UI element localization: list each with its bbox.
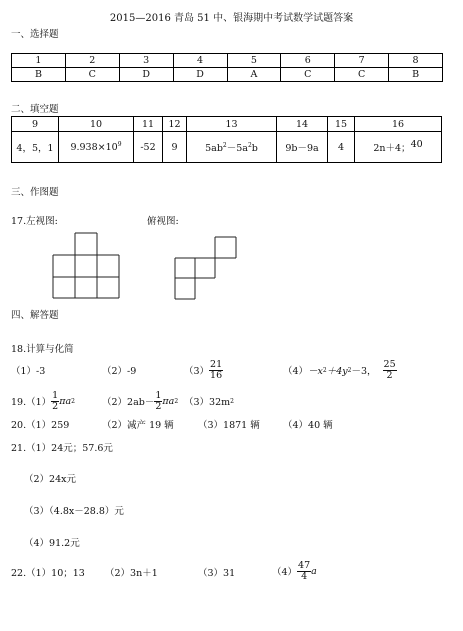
table-row [12,54,443,68]
exponent: 2 [71,397,75,405]
numerator: 1 [155,389,162,401]
answer-text: 2n＋4； [373,143,411,154]
denominator: 2 [155,400,162,412]
answer-text: πa [59,395,72,407]
exponent: 2 [247,141,252,149]
answer-text: －3， [351,366,377,377]
table-cell: 3 [119,54,173,68]
answer-text: 19.（1） [11,397,52,408]
q18-heading: 18.计算与化简 [11,344,74,355]
table-cell: 9 [163,132,187,163]
table-cell: 7 [335,54,389,68]
table-row [12,132,442,163]
q18-answer-4 [283,355,397,385]
table-cell: B [12,68,66,82]
q21-answer-1: 21.（1）24元；57.6元 [11,443,113,454]
q21-answer-2: （2）24x元 [24,474,76,485]
table-cell: 6 [281,54,335,68]
section-heading-drawing: 三、作图题 [11,187,59,198]
left-view-figure [52,232,122,300]
denominator: 16 [210,369,223,381]
fill-answer-table [11,116,442,163]
q22-answer-1: 22.（1）10；13 [11,568,85,579]
top-view-figure [174,236,238,302]
numerator: 1 [52,389,59,401]
section-heading-fill: 二、填空题 [11,104,59,115]
q22-answer-3: （3）31 [198,568,236,579]
denominator: 4 [301,570,308,582]
q20-answer-2: （2）减产 19 辆 [102,420,174,431]
top-view-label: 俯视图: [147,216,179,227]
table-cell: 9 [12,117,59,132]
answer-text: 5ab [205,143,223,154]
choice-answer-table [11,53,443,82]
denominator: 2 [52,400,59,412]
table-cell [355,132,442,163]
table-cell: 4 [328,132,355,163]
q20-answer-4: （4）40 辆 [283,420,333,431]
denominator: 2 [386,369,393,381]
q22-answer-2: （2）3n＋1 [105,568,158,579]
fraction [209,360,223,381]
q19-answer-3 [184,386,234,416]
q18-answer-2: （2）-9 [102,366,137,377]
table-cell: 1 [12,54,66,68]
table-cell: 9b－9a [277,132,328,163]
table-cell: 14 [277,117,328,132]
numerator: 25 [383,358,396,370]
exponent: 9 [117,140,122,148]
table-cell: 8 [389,54,443,68]
q18-answer-3 [184,355,223,385]
table-cell: 4 [173,54,227,68]
table-cell: 10 [59,117,134,132]
table-cell: D [173,68,227,82]
section-heading-choice: 一、选择题 [11,29,59,40]
table-cell: -52 [134,132,163,163]
exponent: 2 [322,366,327,374]
q18-answer-1: （1）-3 [11,366,46,377]
table-cell: 5 [227,54,281,68]
answer-text: πa [162,395,175,407]
answer-text: －5a [226,143,248,154]
answer-text: （2）2ab－ [102,397,155,408]
answer-text: （3） [184,366,210,377]
table-cell: C [281,68,335,82]
table-row [12,68,443,82]
left-view-label: 17.左视图: [11,216,58,227]
numerator: 47 [298,559,311,571]
table-cell: A [227,68,281,82]
table-cell [187,132,277,163]
exponent: 2 [174,397,179,405]
table-row [12,117,442,132]
exponent: 2 [222,141,227,149]
q19-answer-1 [11,386,75,416]
table-cell: 16 [355,117,442,132]
table-cell: 4，5，1 [12,132,59,163]
exponent: 2 [347,366,352,374]
fraction [383,360,397,381]
page-title: 2015—2016 青岛 51 中、银海期中考试数学试题答案 [109,13,354,24]
fraction [51,391,59,412]
fraction [297,561,311,582]
q21-answer-3: （3）（4.8x－28.8）元 [24,506,124,517]
table-cell: C [335,68,389,82]
answer-text: b [251,143,258,154]
table-cell: D [119,68,173,82]
q22-answer-4 [272,556,317,586]
section-heading-solutions: 四、解答题 [11,310,59,321]
table-cell: 13 [187,117,277,132]
answer-text: ＋4y [326,366,348,377]
answer-text: 40 [410,139,423,150]
answer-text: （4） [272,567,298,578]
table-cell: 2 [65,54,119,68]
table-cell: 12 [163,117,187,132]
answer-text: 9.938×10 [70,142,118,154]
q19-answer-2 [102,386,178,416]
table-cell: C [65,68,119,82]
table-cell: 11 [134,117,163,132]
q20-answer-3: （3）1871 辆 [198,420,260,431]
table-cell: 15 [328,117,355,132]
answer-text: －x [308,366,323,377]
exponent: 2 [230,397,234,405]
answer-text: （4） [283,366,309,377]
q20-answer-1: 20.（1）259 [11,420,70,431]
q21-answer-4: （4）91.2元 [24,538,80,549]
table-cell: B [389,68,443,82]
numerator: 21 [210,358,223,370]
answer-text: a [311,565,317,577]
answer-text: （3）32m [184,397,231,408]
table-cell [59,132,134,163]
